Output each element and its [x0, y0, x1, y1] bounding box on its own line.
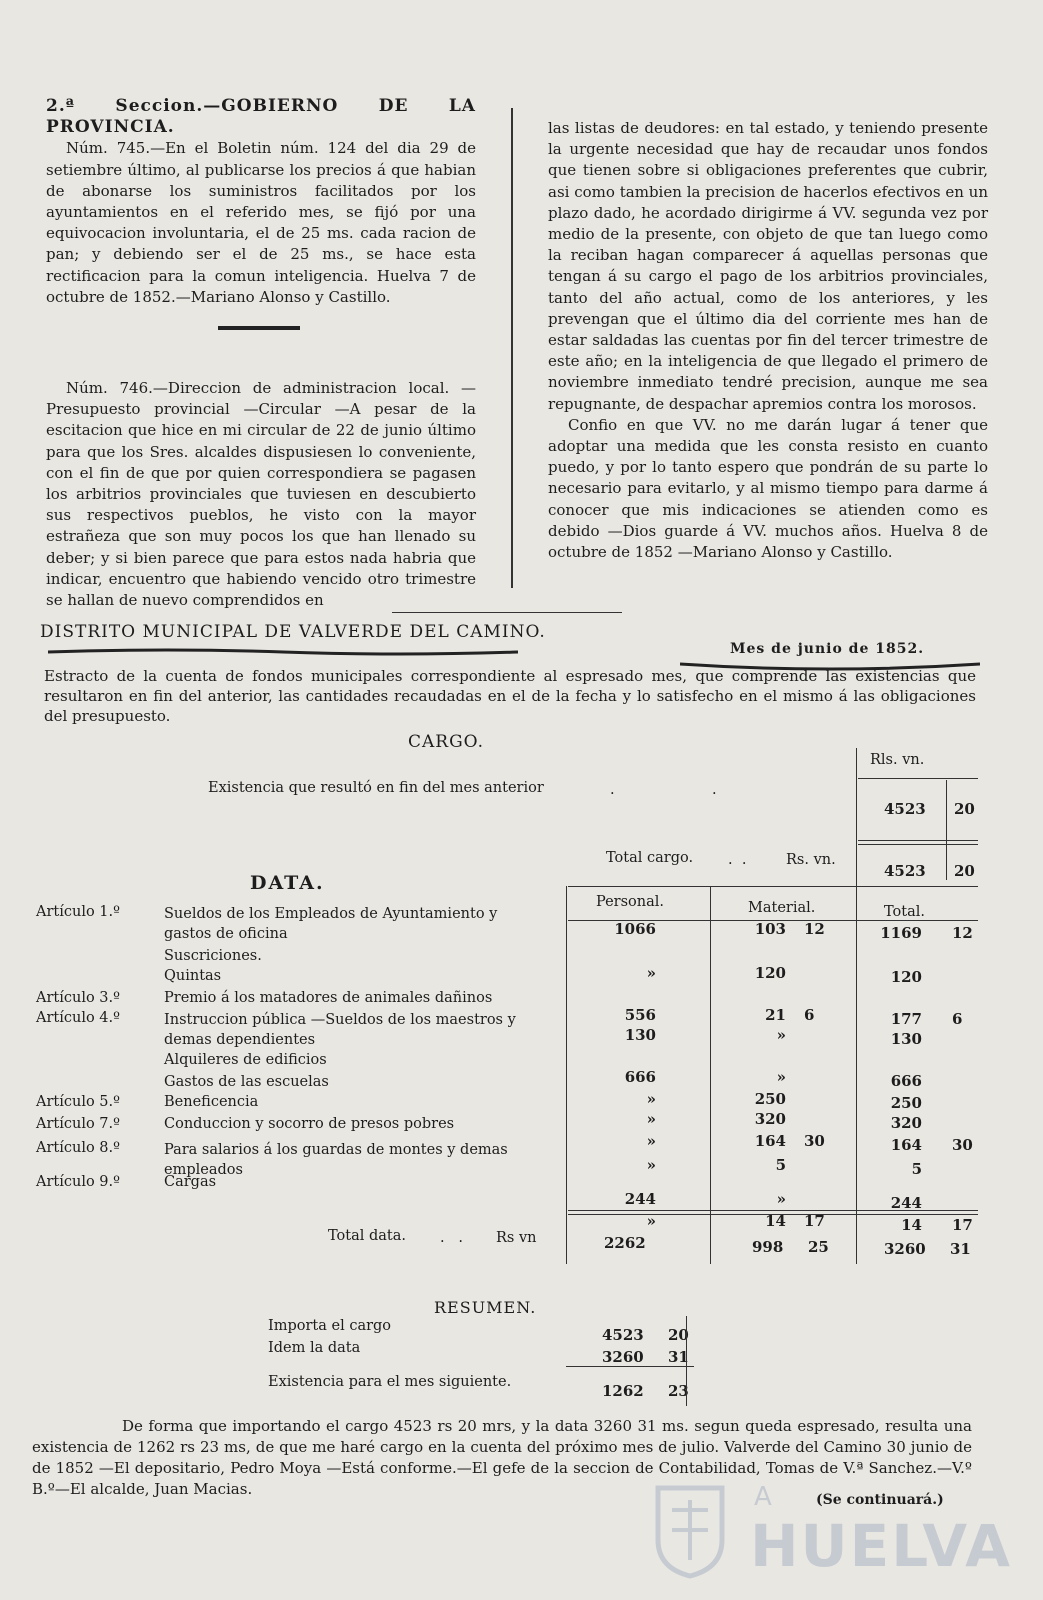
material-ms-value: 6 — [804, 1006, 815, 1024]
total-data-label: Total data. — [328, 1228, 407, 1244]
total-value: 244 — [890, 1194, 922, 1212]
circular-closing: Confio en que VV. no me darán lugar á tener que adoptar una medida que les consta resisto en cuanto puedo, y por lo tanto espero que pondrán de su parte lo necesario para evitarlo, y al mismo tiempo para darme á conocer que mis indicaciones se atienden como es debido —Dios guarde á VV. muchos años. Huelva 8 de octubre de 1852 —Mariano Alonso y Castillo. — [548, 415, 988, 562]
total-data-material-ms: 25 — [808, 1238, 829, 1256]
shield-icon — [650, 1480, 730, 1580]
resumen-ms: 23 — [668, 1382, 689, 1400]
expense-label: Beneficencia — [164, 1094, 259, 1110]
header-total: Total. — [884, 904, 925, 920]
personal-value: 556 — [624, 1006, 656, 1024]
existencia-label: Existencia que resultó en fin del mes anterior — [208, 780, 544, 796]
total-cargo-unit: Rs. vn. — [786, 852, 836, 868]
resumen-label: Idem la data — [268, 1340, 361, 1356]
left-column — [46, 96, 476, 611]
header-material: Material. — [748, 900, 816, 916]
material-value: » — [776, 1026, 786, 1044]
total-ms-value: 30 — [952, 1136, 973, 1154]
total-value: 666 — [890, 1072, 922, 1090]
material-value: 250 — [754, 1090, 786, 1108]
personal-value: » — [646, 1156, 656, 1174]
material-value: 21 — [765, 1006, 786, 1024]
material-value: 14 — [765, 1212, 786, 1230]
total-cargo-rs: 4523 — [884, 862, 926, 880]
personal-value: 130 — [624, 1026, 656, 1044]
personal-value: 1066 — [614, 920, 656, 938]
total-ms-value: 12 — [952, 924, 973, 942]
extract-paragraph — [44, 666, 976, 726]
expense-label: Cargas — [164, 1174, 217, 1190]
total-data-material: 998 — [752, 1238, 784, 1256]
existencia-rs: 4523 — [884, 800, 926, 818]
article-number: Artículo 1.º — [36, 904, 120, 920]
right-column — [548, 118, 988, 563]
material-ms-value: 12 — [804, 920, 825, 938]
archive-watermark — [640, 1476, 1013, 1586]
separator-line — [392, 612, 622, 613]
article-number: Artículo 3.º — [36, 990, 120, 1006]
total-data-total: 3260 — [884, 1240, 926, 1258]
expense-label: Suscriciones. — [164, 948, 262, 964]
total-data-unit: Rs vn — [496, 1230, 537, 1246]
total-ms-value: 17 — [952, 1216, 973, 1234]
expense-label: Quintas — [164, 968, 222, 984]
total-value: 250 — [890, 1094, 922, 1112]
notice-745: Núm. 745.—En el Boletin núm. 124 del dia 29 de setiembre último, al publicarse los precios á que habian de abonarse los suministros facilitados por los ayuntamientos en el referido mes, se fijó por una equivocacion involuntaria, el de 25 ms. cada racion de pan; y debiendo ser el de 25 ms., se hace esta rectificacion para la comun inteligencia. Huelva 7 de octubre de 1852.—Mariano Alonso y Castillo. — [46, 139, 476, 306]
resumen-label: Importa el cargo — [268, 1318, 392, 1334]
resumen-ms: 31 — [668, 1348, 689, 1366]
resumen-rs: 1262 — [602, 1382, 644, 1400]
expense-label: Para salarios á los guardas de montes y demas empleados — [164, 1142, 508, 1178]
total-data-personal: 2262 — [604, 1234, 646, 1252]
resumen-ms: 20 — [668, 1326, 689, 1344]
total-value: 5 — [911, 1160, 922, 1178]
material-value: » — [776, 1190, 786, 1208]
footer-text: De forma que importando el cargo 4523 rs 20 mrs, y la data 3260 31 ms. segun queda espresado, resulta una existencia de 1262 rs 23 ms, de que me haré cargo en la cuenta del próximo mes de julio. Valverde del Camino 30 junio de de 1852 —El depositario, Pedro Moya —Está conforme.—El gefe de la seccion de Contabilidad, Tomas de V.ª Sanchez.—V.º B.º—El alcalde, Juan Macias. — [32, 1417, 972, 1498]
personal-value: 666 — [624, 1068, 656, 1086]
header-personal: Personal. — [596, 894, 665, 910]
cargo-heading: CARGO. — [408, 732, 485, 752]
resumen-rs: 3260 — [602, 1348, 644, 1366]
material-value: 164 — [754, 1132, 786, 1150]
notice-746: Núm. 746.—Direccion de administracion local. —Presupuesto provincial —Circular —A pesar de la escitacion que hice en mi circular de 22 de junio último para que los Sres. alcaldes dispusiesen lo conveniente, con el fin de que por quien correspondiera se pagasen los arbitrios provinciales que tuviesen en descubierto sus respectivos pueblos, he visto con la mayor estrañeza que son muy pocos los que han llenado su deber; y si bien parece que para estos nada habria que indicar, encuentro que habiendo vencido otro trimestre se hallan de nuevo comprendidos en — [46, 379, 476, 610]
expense-label: Gastos de las escuelas — [164, 1074, 329, 1090]
expense-label: Sueldos de los Empleados de Ayuntamiento y gastos de oficina — [164, 906, 498, 942]
total-value: 177 — [890, 1010, 922, 1028]
total-ms-value: 6 — [952, 1010, 963, 1028]
section-divider — [218, 326, 300, 330]
material-value: 5 — [775, 1156, 786, 1174]
column-rule — [511, 108, 513, 588]
district-title: DISTRITO MUNICIPAL DE VALVERDE DEL CAMINO. — [40, 622, 546, 642]
material-value: » — [776, 1068, 786, 1086]
total-value: 14 — [901, 1216, 922, 1234]
extract-text: Estracto de la cuenta de fondos municipales correspondiente al espresado mes, que comprende las existencias que resultaron en fin del anterior, las cantidades recaudadas en el de la fecha y lo satisfecho en el mismo á las obligaciones del presupuesto. — [44, 667, 976, 725]
expense-label: Conduccion y socorro de presos pobres — [164, 1116, 455, 1132]
expense-label: Instruccion pública —Sueldos de los maestros y demas dependientes — [164, 1012, 516, 1048]
circular-continuation: las listas de deudores: en tal estado, y teniendo presente la urgente necesidad que hay de recaudar unos fondos que tienen sobre si obligaciones preferentes que cubrir, asi como tambien la precision de hacerlos efectivos en un plazo dado, he acordado dirigirme á VV. segunda vez por medio de la presente, con objeto de que tan luego como la reciban hagan comparecer á aquellas personas que tengan á su cargo el pago de los arbitrios provinciales, tanto del año actual, como de los anteriores, y les prevengan que el último dia del corriente mes han de estar saldadas las cuentas por fin del tercer trimestre de este año; en la inteligencia de que llegado el primero de noviembre inmediato tendré precision, aunque me sea repugnante, de despachar apremios contra los morosos. — [548, 119, 988, 413]
material-ms-value: 30 — [804, 1132, 825, 1150]
article-number: Artículo 4.º — [36, 1010, 120, 1026]
total-cargo-label: Total cargo. — [606, 850, 694, 866]
resumen-heading: RESUMEN. — [434, 1298, 537, 1317]
personal-value: » — [646, 1212, 656, 1230]
personal-value: » — [646, 1110, 656, 1128]
article-number: Artículo 7.º — [36, 1116, 120, 1132]
existencia-ms: 20 — [954, 800, 975, 818]
data-heading: DATA. — [250, 872, 325, 894]
material-value: 120 — [754, 964, 786, 982]
watermark-text: HUELVA — [750, 1512, 1013, 1580]
material-value: 103 — [754, 920, 786, 938]
total-data-total-ms: 31 — [950, 1240, 971, 1258]
resumen-label: Existencia para el mes siguiente. — [268, 1374, 512, 1390]
total-value: 130 — [890, 1030, 922, 1048]
article-number: Artículo 8.º — [36, 1140, 120, 1156]
personal-value: » — [646, 964, 656, 982]
title-swash — [48, 646, 518, 658]
personal-value: 244 — [624, 1190, 656, 1208]
total-value: 164 — [890, 1136, 922, 1154]
watermark-small: A — [754, 1482, 773, 1512]
expense-label: Premio á los matadores de animales dañinos — [164, 990, 493, 1006]
continuation-note: (Se continuará.) — [816, 1492, 944, 1508]
expense-label: Alquileres de edificios — [164, 1052, 327, 1068]
resumen-rs: 4523 — [602, 1326, 644, 1344]
personal-value: » — [646, 1090, 656, 1108]
material-ms-value: 17 — [804, 1212, 825, 1230]
material-value: 320 — [754, 1110, 786, 1128]
section-title: 2.ª Seccion.—GOBIERNO DE LA PROVINCIA. — [46, 96, 476, 138]
report-month: Mes de junio de 1852. — [730, 641, 925, 657]
article-number: Artículo 5.º — [36, 1094, 120, 1110]
total-cargo-ms: 20 — [954, 862, 975, 880]
cargo-column-header: Rls. vn. — [870, 752, 925, 768]
gazette-page: 2.ª Seccion.—GOBIERNO DE LA PROVINCIA. Núm. 745.—En el Boletin núm. 124 del dia 29 de setiembre último, al publicarse los precios á que habian de abonarse los suministros facilitados por los ayuntamientos en el referido mes, se fijó por una equivocacion involuntaria, el de 25 ms. cada racion de pan; y debiendo ser el de 25 ms., se hace esta rectificacion para la comun inteligencia. Huelva 7 de octubre de 1852.—Mariano Alonso y Castillo. Núm. 746.—Direccion de administracion local. —Presupuesto provincial —Circular —A pesar de la escitacion que hice en mi circular de 22 de junio último para que los Sres. alcaldes dispusiesen lo conveniente, con el fin de que por quien correspondiera se pagasen los arbitrios provinciales que tuviesen en descubierto sus respectivos pueblos, he visto con la mayor estrañeza que son muy pocos los que han llenado su deber; y si bien parece que para estos nada habria que indicar, encuentro que habiendo vencido otro trimestre se hallan de nuevo comprendidos en las listas de deudores: en tal estado, y teniendo presente la urgente necesidad que hay de recaudar unos fondos que tienen sobre si obligaciones preferentes que cubrir, asi como tambien la precision de hacerlos efectivos en un plazo dado, he acordado dirigirme á VV. segunda vez por medio de la presente, con objeto de que tan luego como la reciban hagan comparecer á aquellas personas que tengan á su cargo el pago de los arbitrios provinciales, tanto del año actual, como de los anteriores, y les prevengan que el último dia del corriente mes han de estar saldadas las cuentas por fin del tercer trimestre de este año; en la inteligencia de que llegado el primero de noviembre inmediato tendré precision, aunque me sea repugnante, de despachar apremios contra los morosos. Confio en que VV. no me darán lugar á tener que adoptar una medida que les consta resisto en cuanto puedo, y por lo tanto espero que pondrán de su parte lo necesario para evitarlo, y al mismo tiempo para darme á conocer que mis indicaciones se atienden como es debido —Dios guarde á VV. muchos años. Huelva 8 de octubre de 1852 —Mariano Alonso y Castillo. DISTRITO MUNICIPAL DE VALVERDE DEL CAMINO. Mes de junio de 1852. Estracto de la cuenta de fondos municipales correspondiente al espresado mes, que comprende las existencias que resultaron en fin del anterior, las cantidades recaudadas en el de la fecha y lo satisfecho en el mismo á las obligaciones del presupuesto. CARGO. Rls. vn. Existencia que resultó en fin del mes anterior . . 4523 20 Total cargo. . . Rs. vn. 4523 20 DATA. Personal. Material. Total. Artículo 1.º Sueldos de los Empleados de Ayuntamiento y gastos de oficina 1066 103 12 1169 12 Suscriciones. » 120 120 Quintas Artículo 3.º Premio á los matadores de animales dañinos 556 21 6 177 6 Artículo 4.º Instruccion pública —Sueldos de los maestros y demas dependientes 130 » 130 Alquileres de edificios 666 » 666 Gastos de las escuelas » 250 250 Artículo 5.º Beneficencia » 320 320 Artículo 7.º Conduccion y socorro de presos pobres » 164 30 164 30 Artículo 8.º Para salarios á los guardas de montes y demas empleados » 5 5 Artículo 9.º Cargas 244 » 244 » 14 17 14 17 Total data. . . Rs vn 2262 998 25 3260 31 RESUMEN. Importa el cargo 4523 20 Idem la data 3260 31 Existencia para el mes siguiente. 1262 23 De forma que importando el cargo 4523 rs 20 mrs, y la data 3260 31 ms. segun queda espresado, resulta una existencia de 1262 rs 23 ms, de que me haré cargo en la cuenta del próximo mes de julio. Valverde del Camino 30 junio de de 1852 —El depositario, Pedro Moya —Está conforme.—El gefe de la seccion de Contabilidad, Tomas de V.ª Sanchez.—V.º B.º—El alcalde, Juan Macias. (Se continuará.) A HUELVA — [0, 0, 1043, 1600]
article-number: Artículo 9.º — [36, 1174, 120, 1190]
total-value: 120 — [890, 968, 922, 986]
personal-value: » — [646, 1132, 656, 1150]
total-value: 320 — [890, 1114, 922, 1132]
total-value: 1169 — [880, 924, 922, 942]
